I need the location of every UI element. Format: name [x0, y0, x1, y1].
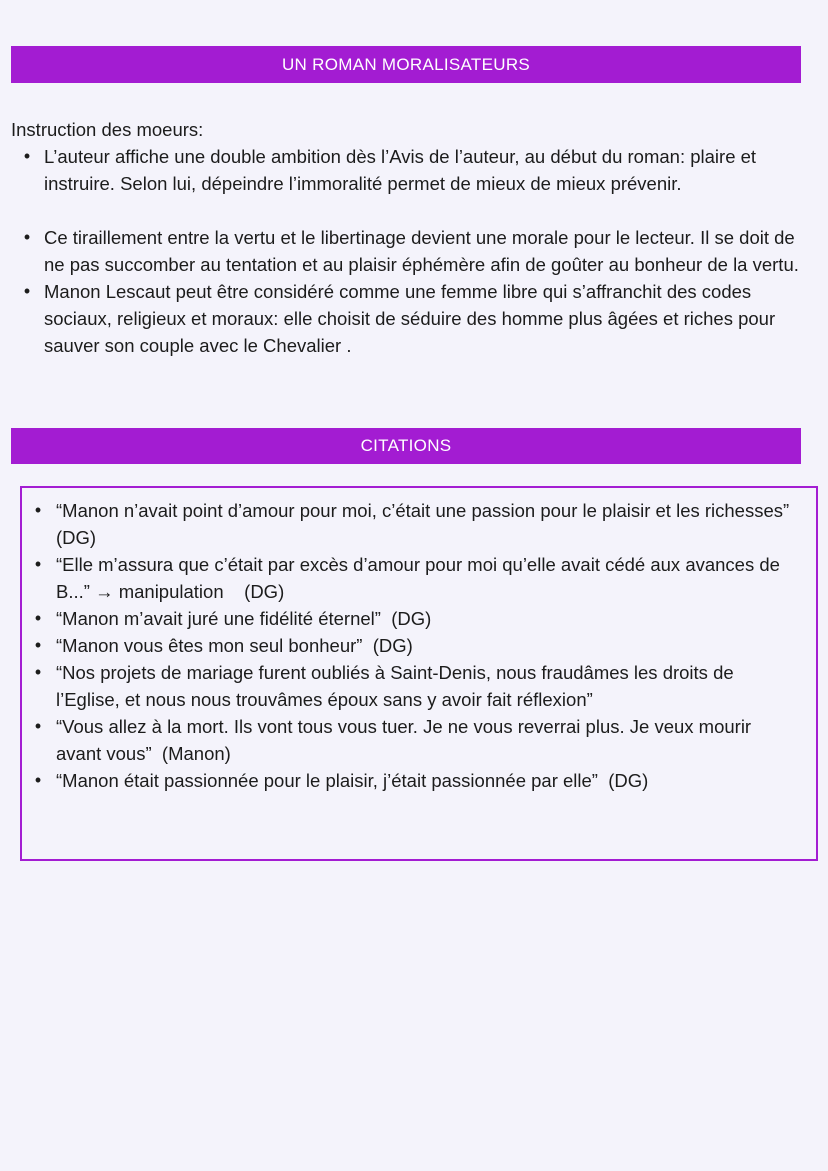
list-item-text: Ce tiraillement entre la vertu et le libertinage devient une morale pour le lecteur. Il se doit de ne pas succomber au tentation et au plaisir éphémère afin de goûter au bonheur de la vertu. [44, 227, 799, 275]
spacer [11, 197, 811, 224]
bullet-icon: • [23, 281, 31, 301]
section-title-banner [11, 428, 801, 464]
list-item-text: Manon Lescaut peut être considéré comme une femme libre qui s’affranchit des codes sociaux, religieux et moraux: elle choisit de séduire des homme plus âgées et riches pour sauver son couple avec le Chevalier . [44, 281, 776, 356]
list-item [22, 497, 792, 551]
quote-text: “Manon vous êtes mon seul bonheur” (DG) [56, 635, 413, 656]
list-item [22, 551, 792, 605]
bullet-icon: • [34, 608, 42, 628]
bullet-icon: • [34, 635, 42, 655]
list-item [22, 659, 792, 713]
quote-text: “Manon m’avait juré une fidélité éternel” (DG) [56, 608, 432, 629]
quote-text: “Vous allez à la mort. Ils vont tous vous tuer. Je ne vous reverrai plus. Je veux mourir avant vous” (Manon) [56, 716, 757, 764]
bullet-icon: • [34, 716, 42, 736]
list-item [22, 632, 792, 659]
quote-text: “Nos projets de mariage furent oubliés à Saint-Denis, nous fraudâmes les droits de l’Eglise, et nous nous trouvâmes époux sans y avoir fait réflexion” [56, 662, 734, 710]
bullet-icon: • [34, 662, 42, 682]
quote-text: “Elle m’assura que c’était par excès d’amour pour moi qu’elle avait cédé aux avances de B...” → manipulation (DG) [56, 554, 786, 602]
list-item [11, 224, 811, 278]
quote-text: “Manon n’avait point d’amour pour moi, c’était une passion pour le plaisir et les richesses” (DG) [56, 500, 790, 548]
moral-bullet-list [11, 143, 811, 359]
list-item [11, 143, 811, 197]
citations-list [22, 497, 792, 794]
citations-box [20, 486, 818, 861]
bullet-icon: • [34, 500, 42, 520]
list-item [11, 278, 811, 359]
moral-section-body [11, 116, 811, 359]
section-title: CITATIONS [360, 436, 452, 455]
bullet-icon: • [23, 227, 31, 247]
section-title-banner [11, 46, 801, 83]
quote-text: “Manon était passionnée pour le plaisir, j’était passionnée par elle” (DG) [56, 770, 649, 791]
bullet-icon: • [34, 554, 42, 574]
bullet-icon: • [34, 770, 42, 790]
list-item [22, 605, 792, 632]
list-item [22, 713, 792, 767]
bullet-icon: • [23, 146, 31, 166]
section-title: UN ROMAN MORALISATEURS [281, 55, 531, 74]
list-item-text: L’auteur affiche une double ambition dès l’Avis de l’auteur, au début du roman: plaire et instruire. Selon lui, dépeindre l’immoralité permet de mieux de mieux prévenir. [44, 146, 757, 194]
subheading: Instruction des moeurs: [11, 119, 204, 140]
list-item [22, 767, 792, 794]
